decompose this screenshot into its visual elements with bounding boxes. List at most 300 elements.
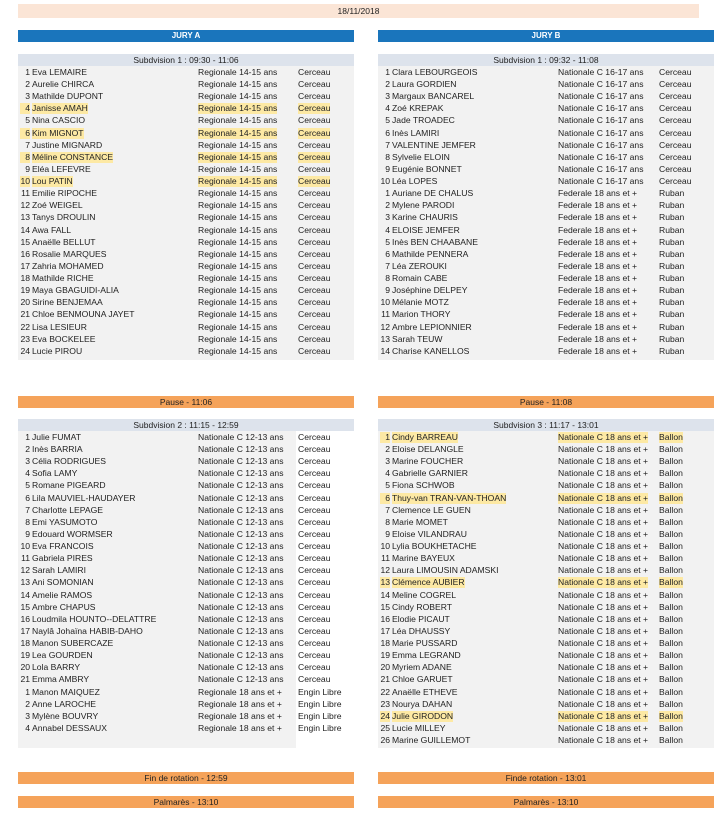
date-header: 18/11/2018 — [18, 4, 699, 18]
participant-category: Nationale C 12-13 ans — [198, 613, 284, 624]
participant-row — [18, 517, 354, 529]
participant-name: Marie PUSSARD — [392, 638, 458, 649]
participant-category: Nationale C 12-13 ans — [198, 553, 284, 564]
participant-row — [378, 674, 714, 686]
participant-apparatus: Ruban — [659, 236, 685, 247]
participant-apparatus: Cerceau — [298, 309, 331, 320]
participant-row — [378, 212, 714, 224]
participant-number: 1 — [25, 67, 30, 77]
participant-number: 10 — [20, 176, 30, 187]
participant-number: 12 — [20, 200, 30, 211]
participant-number: 4 — [385, 224, 390, 235]
participant-name: Gabriela PIRES — [32, 553, 93, 564]
participant-number: 8 — [385, 273, 390, 284]
participant-number: 8 — [385, 151, 390, 162]
participant-apparatus: Cerceau — [298, 504, 331, 515]
participant-apparatus: Cerceau — [298, 224, 331, 235]
participant-category: Nationale C 18 ans et + — [558, 638, 649, 649]
participant-number: 17 — [20, 260, 30, 271]
participant-name: Jade TROADEC — [392, 115, 455, 126]
participant-row — [18, 309, 354, 321]
participant-category: Regionale 14-15 ans — [198, 79, 278, 90]
participant-category: Regionale 14-15 ans — [198, 273, 278, 284]
participant-category: Nationale C 16-17 ans — [558, 127, 644, 138]
participant-number: 16 — [380, 613, 390, 624]
participant-name: Chloe GARUET — [392, 674, 453, 685]
participant-row — [378, 273, 714, 285]
participant-apparatus: Cerceau — [298, 432, 331, 442]
participant-category: Regionale 14-15 ans — [198, 188, 278, 199]
participant-number: 6 — [20, 128, 30, 139]
participant-number: 4 — [25, 468, 30, 479]
participant-apparatus: Ballon — [659, 650, 683, 661]
participant-number: 14 — [380, 345, 390, 356]
participant-category: Nationale C 16-17 ans — [558, 176, 644, 187]
participant-category: Regionale 14-15 ans — [198, 285, 278, 296]
participant-category: Nationale C 18 ans et + — [558, 492, 649, 503]
participant-number: 17 — [380, 625, 390, 636]
participant-category: Regionale 14-15 ans — [198, 200, 278, 211]
participant-row — [18, 444, 354, 456]
participant-name: Charise KANELLOS — [392, 345, 470, 356]
participant-category: Nationale C 12-13 ans — [198, 625, 284, 636]
participant-category: Nationale C 18 ans et + — [558, 722, 649, 733]
participant-name: Mylene PARODI — [392, 200, 455, 211]
participant-apparatus: Cerceau — [298, 601, 331, 612]
participant-apparatus: Ballon — [659, 444, 683, 455]
participant-category: Nationale C 12-13 ans — [198, 577, 284, 588]
participant-category: Nationale C 16-17 ans — [558, 139, 644, 150]
participant-row — [378, 650, 714, 662]
participant-category: Nationale C 12-13 ans — [198, 638, 284, 649]
participant-apparatus: Ruban — [659, 188, 685, 199]
participant-apparatus: Cerceau — [298, 541, 331, 552]
participant-number: 9 — [385, 285, 390, 296]
participant-name: Ani SOMONIAN — [32, 577, 94, 588]
jury-a-palmares-bar: Palmarès - 13:10 — [18, 796, 354, 808]
participant-apparatus: Cerceau — [298, 674, 331, 685]
participant-row — [18, 140, 354, 152]
participant-apparatus: Cerceau — [298, 79, 331, 90]
participant-apparatus: Ballon — [659, 698, 683, 709]
participant-category: Nationale C 18 ans et + — [558, 735, 649, 745]
participant-category: Regionale 14-15 ans — [198, 67, 278, 77]
participant-row — [18, 602, 354, 614]
participant-apparatus: Ballon — [659, 735, 683, 745]
participant-apparatus: Ballon — [659, 589, 683, 600]
participant-name: Mathilde PENNERA — [392, 248, 469, 259]
participant-number: 9 — [25, 528, 30, 539]
participant-number: 5 — [385, 236, 390, 247]
participant-category: Federale 18 ans et + — [558, 188, 638, 199]
participant-number: 22 — [380, 686, 390, 697]
participant-category: Regionale 18 ans et + — [198, 710, 282, 721]
participant-number: 7 — [385, 504, 390, 515]
participant-row — [378, 735, 714, 747]
participant-apparatus: Engin Libre — [298, 722, 342, 733]
participant-apparatus: Cerceau — [659, 67, 692, 77]
participant-category: Nationale C 16-17 ans — [558, 79, 644, 90]
participant-category: Federale 18 ans et + — [558, 200, 638, 211]
participant-number: 10 — [380, 541, 390, 552]
participant-number: 19 — [20, 650, 30, 661]
participant-apparatus: Cerceau — [298, 650, 331, 661]
participant-name: Justine MIGNARD — [32, 139, 103, 150]
participant-row — [18, 711, 354, 723]
participant-name: Sarah TEUW — [392, 333, 443, 344]
participant-category: Nationale C 18 ans et + — [558, 686, 649, 697]
participant-apparatus: Cerceau — [298, 528, 331, 539]
participant-apparatus: Cerceau — [298, 212, 331, 223]
participant-number: 1 — [25, 432, 30, 442]
participant-name: Rosalie MARQUES — [32, 248, 107, 259]
participant-row — [18, 152, 354, 164]
participant-apparatus: Cerceau — [298, 638, 331, 649]
participant-row — [18, 164, 354, 176]
participant-number: 4 — [20, 103, 30, 114]
participant-name: VALENTINE JEMFER — [392, 139, 476, 150]
participant-category: Regionale 14-15 ans — [198, 139, 278, 150]
participant-number: 15 — [380, 601, 390, 612]
participant-number: 11 — [381, 309, 390, 320]
participant-apparatus: Ruban — [659, 309, 685, 320]
participant-number: 21 — [380, 674, 390, 685]
participant-category: Nationale C 12-13 ans — [198, 432, 284, 442]
participant-apparatus: Cerceau — [298, 345, 331, 356]
participant-row — [378, 91, 714, 103]
participant-row — [378, 249, 714, 261]
participant-apparatus: Engin Libre — [298, 710, 342, 721]
participant-name: Lylia BOUKHETACHE — [392, 541, 477, 552]
participant-apparatus: Cerceau — [298, 67, 331, 77]
participant-name: Cindy ROBERT — [392, 601, 453, 612]
participant-apparatus: Engin Libre — [298, 698, 342, 709]
participant-number: 5 — [25, 115, 30, 126]
participant-name: Lucie PIROU — [32, 345, 83, 356]
participant-row — [378, 188, 714, 200]
participant-category: Nationale C 18 ans et + — [558, 541, 649, 552]
participant-category: Regionale 14-15 ans — [198, 248, 278, 259]
participant-number: 15 — [20, 236, 30, 247]
jury-b-title: JURY B — [378, 30, 714, 42]
participant-row — [378, 346, 714, 358]
participant-apparatus: Cerceau — [298, 553, 331, 564]
participant-apparatus: Cerceau — [298, 613, 331, 624]
participant-number: 24 — [20, 345, 30, 356]
participant-category: Regionale 14-15 ans — [198, 212, 278, 223]
participant-name: Aurelie CHIRCA — [32, 79, 95, 90]
participant-name: Janisse AMAH — [32, 103, 88, 114]
participant-number: 8 — [25, 516, 30, 527]
participant-apparatus: Cerceau — [298, 188, 331, 199]
participant-name: Mélanie MOTZ — [392, 297, 449, 308]
participant-category: Nationale C 12-13 ans — [198, 541, 284, 552]
participant-name: Lou PATIN — [32, 176, 73, 187]
participant-category: Nationale C 18 ans et + — [558, 553, 649, 564]
participant-apparatus: Cerceau — [298, 115, 331, 126]
participant-row — [18, 505, 354, 517]
participant-category: Nationale C 18 ans et + — [558, 698, 649, 709]
jury-a-end-rotation-bar: Fin de rotation - 12:59 — [18, 772, 354, 784]
participant-category: Federale 18 ans et + — [558, 236, 638, 247]
participant-number: 3 — [25, 456, 30, 467]
participant-number: 14 — [20, 224, 30, 235]
participant-number: 22 — [20, 321, 30, 332]
participant-name: Lucie MILLEY — [392, 722, 446, 733]
participant-row — [18, 493, 354, 505]
participant-name: Gabrielle GARNIER — [392, 468, 468, 479]
participant-apparatus: Cerceau — [659, 151, 692, 162]
participant-row — [18, 79, 354, 91]
participant-name: Léa ZEROUKI — [392, 260, 447, 271]
participant-row — [378, 115, 714, 127]
participant-apparatus: Cerceau — [298, 139, 331, 150]
participant-apparatus: Ballon — [659, 504, 683, 515]
participant-name: Inès LAMIRI — [392, 127, 440, 138]
participant-row — [18, 346, 354, 358]
participant-category: Federale 18 ans et + — [558, 260, 638, 271]
participant-name: Clemence LE GUEN — [392, 504, 471, 515]
participant-name: Sirine BENJEMAA — [32, 297, 103, 308]
participant-name: Nourya DAHAN — [392, 698, 453, 709]
participant-row — [18, 529, 354, 541]
participant-name: Sarah LAMIRI — [32, 565, 86, 576]
participant-category: Nationale C 18 ans et + — [558, 589, 649, 600]
participant-name: Emi YASUMOTO — [32, 516, 98, 527]
participant-apparatus: Ballon — [659, 662, 683, 673]
participant-apparatus: Ballon — [659, 565, 683, 576]
participant-number: 6 — [385, 248, 390, 259]
participant-row — [378, 322, 714, 334]
participant-number: 20 — [20, 297, 30, 308]
participant-apparatus: Cerceau — [659, 79, 692, 90]
participant-name: Sylvelie ELOIN — [392, 151, 450, 162]
participant-row — [378, 261, 714, 273]
participant-category: Federale 18 ans et + — [558, 224, 638, 235]
participant-category: Nationale C 18 ans et + — [558, 662, 649, 673]
participant-category: Nationale C 12-13 ans — [198, 650, 284, 661]
participant-row — [18, 638, 354, 650]
participant-number: 1 — [385, 188, 390, 199]
participant-name: Annabel DESSAUX — [32, 722, 107, 733]
participant-apparatus: Cerceau — [298, 662, 331, 673]
jury-b-end-rotation-bar: Finde rotation - 13:01 — [378, 772, 714, 784]
participant-row — [18, 699, 354, 711]
participant-row — [378, 553, 714, 565]
participant-name: Léa LOPES — [392, 176, 438, 187]
participant-category: Nationale C 12-13 ans — [198, 662, 284, 673]
participant-row — [378, 176, 714, 188]
participant-row — [18, 541, 354, 553]
participant-apparatus: Ruban — [659, 200, 685, 211]
participant-name: Mylène BOUVRY — [32, 710, 99, 721]
participant-apparatus: Ballon — [659, 492, 683, 503]
participant-number: 10 — [380, 297, 390, 308]
participant-number: 5 — [385, 115, 390, 126]
participant-number: 21 — [20, 674, 30, 685]
participant-name: Charlotte LEPAGE — [32, 504, 104, 515]
participant-number: 9 — [385, 528, 390, 539]
participant-row — [18, 565, 354, 577]
participant-name: Eloise VILANDRAU — [392, 528, 467, 539]
jury-b-subdivision-3-list — [378, 431, 714, 748]
participant-number: 3 — [385, 91, 390, 102]
participant-category: Regionale 18 ans et + — [198, 698, 282, 709]
participant-category: Nationale C 18 ans et + — [558, 480, 649, 491]
participant-apparatus: Cerceau — [659, 176, 692, 187]
participant-number: 1 — [25, 686, 30, 697]
participant-row — [378, 67, 714, 79]
participant-number: 26 — [380, 735, 390, 745]
participant-apparatus: Cerceau — [298, 516, 331, 527]
participant-name: Julie GIRODON — [392, 710, 454, 721]
participant-name: Eva LEMAIRE — [32, 67, 87, 77]
participant-category: Nationale C 16-17 ans — [558, 103, 644, 114]
participant-number: 17 — [20, 625, 30, 636]
participant-apparatus: Cerceau — [298, 176, 331, 187]
participant-category: Regionale 14-15 ans — [198, 176, 278, 187]
participant-name: Eva BOCKELEE — [32, 333, 96, 344]
participant-number: 11 — [381, 553, 390, 564]
participant-category: Federale 18 ans et + — [558, 212, 638, 223]
jury-b-subdivision-1-list — [378, 66, 714, 360]
jury-a-title: JURY A — [18, 30, 354, 42]
participant-number: 18 — [20, 273, 30, 284]
participant-apparatus: Cerceau — [659, 127, 692, 138]
participant-name: Julie FUMAT — [32, 432, 82, 442]
participant-row — [18, 334, 354, 346]
participant-number: 13 — [380, 577, 390, 588]
participant-category: Regionale 18 ans et + — [198, 686, 282, 697]
participant-row — [18, 67, 354, 79]
participant-category: Regionale 14-15 ans — [198, 297, 278, 308]
participant-apparatus: Ballon — [659, 638, 683, 649]
participant-name: Laura LIMOUSIN ADAMSKI — [392, 565, 499, 576]
participant-number: 21 — [20, 309, 30, 320]
participant-category: Nationale C 12-13 ans — [198, 444, 284, 455]
participant-row — [18, 237, 354, 249]
participant-row — [18, 212, 354, 224]
participant-row — [18, 674, 354, 686]
participant-category: Regionale 14-15 ans — [198, 127, 278, 138]
participant-category: Regionale 14-15 ans — [198, 260, 278, 271]
participant-category: Nationale C 12-13 ans — [198, 456, 284, 467]
participant-row — [18, 614, 354, 626]
participant-number: 4 — [385, 468, 390, 479]
participant-name: Manon SUBERCAZE — [32, 638, 114, 649]
participant-number: 13 — [380, 333, 390, 344]
participant-row — [18, 249, 354, 261]
participant-category: Federale 18 ans et + — [558, 345, 638, 356]
participant-apparatus: Engin Libre — [298, 686, 342, 697]
participant-row — [378, 285, 714, 297]
participant-row — [18, 650, 354, 662]
participant-category: Nationale C 16-17 ans — [558, 67, 644, 77]
participant-name: Zoé WEIGEL — [32, 200, 83, 211]
participant-category: Nationale C 12-13 ans — [198, 492, 284, 503]
participant-name: Eugénie BONNET — [392, 163, 462, 174]
participant-apparatus: Cerceau — [298, 468, 331, 479]
participant-number: 9 — [385, 163, 390, 174]
participant-name: Manon MAIQUEZ — [32, 686, 100, 697]
participant-row — [18, 553, 354, 565]
participant-category: Nationale C 18 ans et + — [558, 710, 649, 721]
participant-category: Nationale C 18 ans et + — [558, 565, 649, 576]
participant-row — [18, 128, 354, 140]
participant-number: 23 — [20, 333, 30, 344]
participant-category: Federale 18 ans et + — [558, 333, 638, 344]
participant-apparatus: Ballon — [659, 480, 683, 491]
participant-apparatus: Cerceau — [298, 565, 331, 576]
participant-apparatus: Ruban — [659, 321, 685, 332]
participant-number: 15 — [20, 601, 30, 612]
participant-row — [378, 723, 714, 735]
participant-row — [18, 176, 354, 188]
participant-name: Tanys DROULIN — [32, 212, 96, 223]
participant-name: Sofia LAMY — [32, 468, 78, 479]
participant-category: Nationale C 18 ans et + — [558, 444, 649, 455]
participant-name: Marine FOUCHER — [392, 456, 464, 467]
participant-number: 18 — [380, 638, 390, 649]
participant-category: Nationale C 18 ans et + — [558, 613, 649, 624]
participant-name: Lea GOURDEN — [32, 650, 93, 661]
participant-apparatus: Cerceau — [298, 236, 331, 247]
participant-name: Kim MIGNOT — [32, 127, 84, 138]
participant-category: Nationale C 18 ans et + — [558, 674, 649, 685]
participant-category: Regionale 14-15 ans — [198, 115, 278, 126]
participant-category: Nationale C 16-17 ans — [558, 115, 644, 126]
participant-number: 7 — [385, 139, 390, 150]
participant-row — [18, 322, 354, 334]
participant-name: Léa DHAUSSY — [392, 625, 451, 636]
jury-a-pause-bar: Pause - 11:06 — [18, 396, 354, 408]
jury-a-subdivision-2-title: Subdvision 2 : 11:15 - 12:59 — [18, 419, 354, 431]
participant-number: 13 — [20, 577, 30, 588]
participant-apparatus: Ballon — [659, 468, 683, 479]
participant-number: 9 — [25, 163, 30, 174]
participant-row — [378, 103, 714, 115]
jury-b-pause-bar: Pause - 11:08 — [378, 396, 714, 408]
participant-name: Emilie RIPOCHE — [32, 188, 97, 199]
participant-apparatus: Ballon — [659, 553, 683, 564]
participant-row — [378, 309, 714, 321]
participant-name: Awa FALL — [32, 224, 72, 235]
participant-apparatus: Cerceau — [298, 577, 331, 588]
participant-number: 19 — [380, 650, 390, 661]
participant-name: Karine CHAURIS — [392, 212, 458, 223]
participant-name: Anaëlle ETHEVE — [392, 686, 458, 697]
participant-apparatus: Ruban — [659, 260, 685, 271]
participant-name: Zoé KREPAK — [392, 103, 444, 114]
participant-apparatus: Cerceau — [298, 127, 331, 138]
participant-name: Edouard WORMSER — [32, 528, 113, 539]
participant-row — [378, 529, 714, 541]
participant-apparatus: Cerceau — [298, 248, 331, 259]
participant-row — [378, 444, 714, 456]
participant-row — [378, 711, 714, 723]
participant-row — [378, 200, 714, 212]
participant-number: 19 — [20, 285, 30, 296]
participant-row — [378, 687, 714, 699]
participant-category: Nationale C 18 ans et + — [558, 601, 649, 612]
participant-apparatus: Ruban — [659, 273, 685, 284]
participant-name: Marine GUILLEMOT — [392, 735, 471, 745]
participant-row — [18, 687, 354, 699]
participant-category: Federale 18 ans et + — [558, 248, 638, 259]
participant-row — [18, 188, 354, 200]
participant-apparatus: Ballon — [659, 456, 683, 467]
participant-name: ELOISE JEMFER — [392, 224, 460, 235]
